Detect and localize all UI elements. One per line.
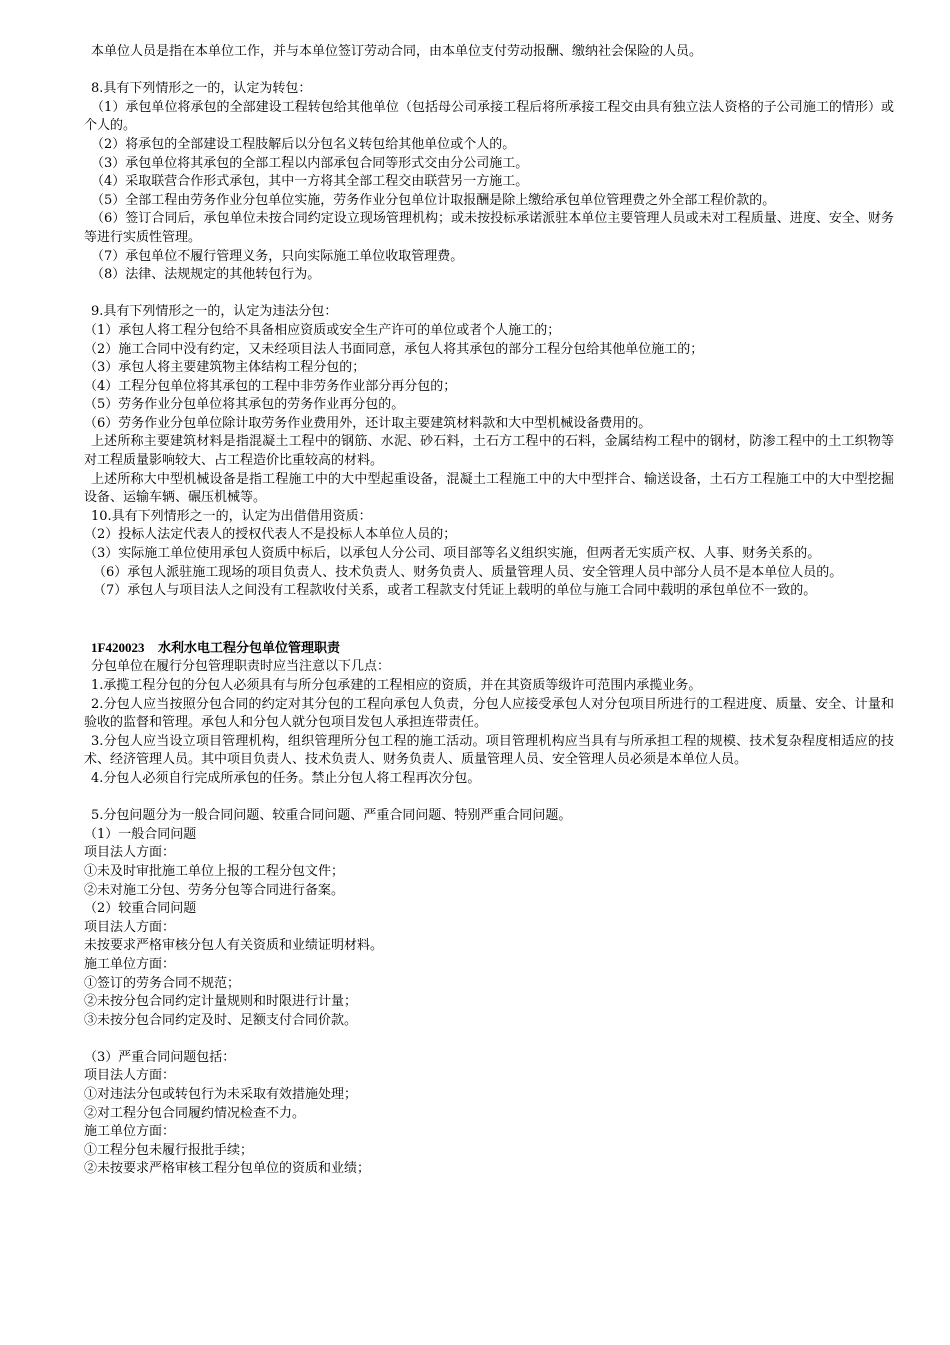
issue-item: ②对工程分包合同履约情况检查不力。 — [84, 1105, 306, 1121]
section-8-item: （6）签订合同后，承包单位未按合同约定设立现场管理机构；或未按投标承诺派驻本单位主要管理人员或未对工程质量、进度、安全、财务等进行实质性管理。 — [84, 211, 894, 245]
section-9 — [84, 303, 894, 508]
issue-item: ③未按分包合同约定及时、足额支付合同价款。 — [84, 1012, 358, 1028]
party-label: 项目法人方面： — [84, 1068, 176, 1084]
duty-item: 2.分包人应当按照分包合同的约定对其分包的工程向承包人负责，分包人应接受承包人对分包项目所进行的工程进度、质量、安全、计量和验收的监督和管理。承包人和分包人就分包项目发包人承担连带责任。 — [84, 696, 894, 731]
section-9-item: （1）承包人将工程分包给不具备相应资质或安全生产许可的单位或者个人施工的； — [84, 322, 561, 338]
section-heading — [84, 639, 894, 659]
issue-level-title: （3）严重合同问题包括： — [84, 1049, 236, 1065]
duties-lead: 分包单位在履行分包管理职责时应当注意以下几点： — [91, 659, 391, 675]
issue-level-title: （1）一般合同问题 — [84, 826, 197, 842]
section-9-item: （4）工程分包单位将其承包的工程中非劳务作业部分再分包的； — [84, 378, 457, 394]
intro-paragraph: 本单位人员是指在本单位工作，并与本单位签订劳动合同，由本单位支付劳动报酬、缴纳社会保险的人员。 — [91, 44, 703, 59]
issue-item: ①签订的劳务合同不规范； — [84, 975, 241, 991]
section-9-item: （2）施工合同中没有约定，又未经项目法人书面同意，承包人将其承包的部分工程分包给其他单位施工的； — [84, 341, 704, 357]
party-label: 项目法人方面： — [84, 919, 176, 935]
section-10-item: （7）承包人与项目法人之间没有工程款收付关系，或者工程款支付凭证上载明的单位与施工合同中载明的承包单位不一致的。 — [93, 583, 817, 599]
section-9-item: （3）承包人将主要建筑物主体结构工程分包的； — [84, 360, 366, 376]
section-10-title: 10.具有下列情形之一的，认定为出借借用资质： — [91, 508, 372, 524]
duties-section — [84, 658, 894, 788]
section-8-item: （2）将承包的全部建设工程肢解后以分包名义转包给其他单位或个人的。 — [91, 136, 516, 152]
duty-item: 4.分包人必须自行完成所承包的任务。禁止分包人将工程再次分包。 — [91, 770, 481, 786]
party-label: 施工单位方面： — [84, 1124, 176, 1140]
section-8-item: （8）法律、法规规定的其他转包行为。 — [91, 267, 321, 283]
issues-title: 5.分包问题分为一般合同问题、较重合同问题、严重合同问题、特别严重合同问题。 — [91, 808, 572, 824]
issue-item: 未按要求严格审核分包人有关资质和业绩证明材料。 — [84, 938, 384, 954]
section-9-title: 9.具有下列情形之一的，认定为违法分包： — [91, 304, 338, 320]
section-8-item: （4）采取联营合作形式承包，其中一方将其全部工程交由联营另一方施工。 — [91, 174, 529, 190]
section-10-item: （3）实际施工单位使用承包人资质中标后，以承包人分公司、项目部等名义组织实施，但两者无实质产权、人事、财务关系的。 — [84, 546, 821, 562]
issue-item: ②未按分包合同约定计量规则和时限进行计量； — [84, 994, 358, 1010]
issues-section — [84, 807, 894, 1179]
issue-level-title: （2）较重合同问题 — [84, 901, 197, 917]
section-10-item: （2）投标人法定代表人的授权代表人不是投标人本单位人员的； — [84, 527, 457, 543]
section-9-item: （6）劳务作业分包单位除计取劳务作业费用外，还计取主要建筑材料款和大中型机械设备费用的。 — [84, 415, 652, 431]
issue-item: ①工程分包未履行报批手续； — [84, 1142, 254, 1158]
section-8-item: （1）承包单位将承包的全部建设工程转包给其他单位（包括母公司承接工程后将所承接工程交由具有独立法人资格的子公司施工的情形）或个人的。 — [84, 99, 894, 134]
duty-item: 3.分包人应当设立项目管理机构，组织管理所分包工程的施工活动。项目管理机构应当具有与所承担工程的规模、技术复杂程度相适应的技术、经济管理人员。其中项目负责人、技术负责人、财务负责人、质量管理人员、安全管理人员必须是本单位人员。 — [84, 733, 894, 768]
section-9-note: 上述所称大中型机械设备是指工程施工中的大中型起重设备，混凝土工程施工中的大中型拌合、输送设备，土石方工程施工中的大中型挖掘设备、运输车辆、碾压机械等。 — [84, 471, 894, 506]
party-label: 项目法人方面： — [84, 845, 176, 861]
section-8-item: （3）承包单位将其承包的全部工程以内部承包合同等形式交由分公司施工。 — [91, 155, 529, 171]
duty-item: 1.承揽工程分包的分包人必须具有与所分包承建的工程相应的资质，并在其资质等级许可范围内承揽业务。 — [91, 678, 702, 693]
party-label: 施工单位方面： — [84, 956, 176, 972]
section-9-note: 上述所称主要建筑材料是指混凝土工程中的钢筋、水泥、砂石料，土石方工程中的石料，金属结构工程中的钢材，防渗工程中的土工织物等对工程质量影响较大、占工程造价比重较高的材料。 — [84, 434, 894, 469]
section-10-item: （6）承包人派驻施工现场的项目负责人、技术负责人、财务负责人、质量管理人员、安全管理人员中部分人员不是本单位人员的。 — [93, 564, 843, 580]
section-10 — [84, 508, 894, 601]
heading-code: 1F420023 — [91, 639, 145, 655]
section-8-item: （7）承包单位不履行管理义务，只向实际施工单位收取管理费。 — [91, 248, 464, 264]
issue-item: ②未对施工分包、劳务分包等合同进行备案。 — [84, 882, 345, 898]
issue-item: ①对违法分包或转包行为未采取有效措施处理； — [84, 1087, 358, 1103]
section-8-title: 8.具有下列情形之一的，认定为转包： — [91, 81, 312, 97]
section-8-item: （5）全部工程由劳务作业分包单位实施，劳务作业分包单位计取报酬是除上缴给承包单位管理费之外全部工程价款的。 — [91, 192, 776, 208]
issue-item: ①未及时审批施工单位上报的工程分包文件； — [84, 863, 345, 879]
issue-item: ②未按要求严格审核工程分包单位的资质和业绩； — [84, 1161, 371, 1177]
section-8 — [84, 80, 894, 285]
heading-title: 水利水电工程分包单位管理职责 — [158, 640, 341, 656]
section-9-item: （5）劳务作业分包单位将其承包的劳务作业再分包的。 — [84, 397, 405, 413]
